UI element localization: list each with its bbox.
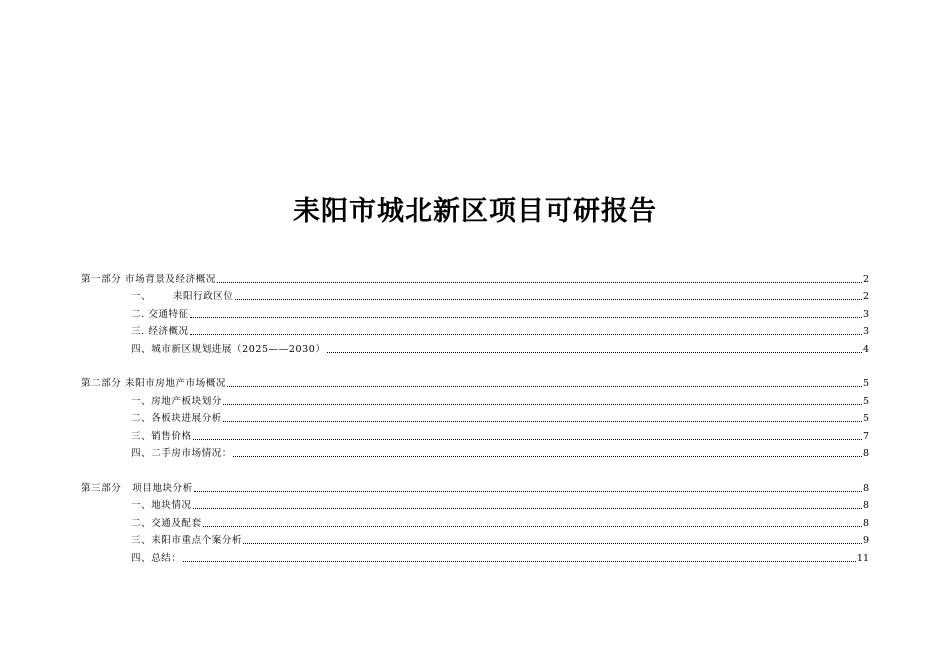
toc-dot-leader xyxy=(193,507,862,509)
table-of-contents xyxy=(81,268,869,565)
toc-dot-leader xyxy=(223,403,862,405)
toc-page-number: 8 xyxy=(862,517,869,529)
toc-page-number: 4 xyxy=(862,343,869,355)
toc-dot-leader xyxy=(243,542,862,544)
toc-heading-label: 第一部分 市场背景及经济概况 xyxy=(81,273,216,285)
toc-entry-row[interactable] xyxy=(81,390,869,408)
toc-dot-leader xyxy=(327,351,862,353)
toc-dot-leader xyxy=(190,333,862,335)
toc-heading-label: 第三部分 项目地块分析 xyxy=(81,482,193,494)
toc-heading-row[interactable] xyxy=(81,268,869,286)
toc-page-number: 2 xyxy=(862,273,869,285)
toc-entry-row[interactable] xyxy=(81,425,869,443)
toc-dot-leader xyxy=(227,385,862,387)
toc-dot-leader xyxy=(183,560,856,562)
toc-entry-row[interactable] xyxy=(81,408,869,426)
toc-entry-row[interactable] xyxy=(81,286,869,304)
toc-entry-row[interactable] xyxy=(81,443,869,461)
toc-page-number: 2 xyxy=(862,291,869,302)
toc-dot-leader xyxy=(194,490,862,492)
toc-entry-label: 四、城市新区规划进展（2025——2030） xyxy=(131,343,326,355)
toc-dot-leader xyxy=(193,438,862,440)
toc-section-3 xyxy=(81,477,869,565)
toc-section-2 xyxy=(81,373,869,461)
toc-entry-row[interactable] xyxy=(81,530,869,548)
toc-page-number: 11 xyxy=(856,552,869,564)
toc-section-1 xyxy=(81,268,869,356)
toc-entry-label: 二、交通及配套 xyxy=(131,517,202,529)
toc-entry-row[interactable] xyxy=(81,512,869,530)
toc-entry-label: 一、地块情况 xyxy=(131,500,192,511)
toc-entry-label: 一、房地产板块划分 xyxy=(131,395,222,407)
toc-dot-leader xyxy=(203,525,862,527)
toc-entry-label: 二、各板块进展分析 xyxy=(131,413,222,424)
document-title: 耒阳市城北新区项目可研报告 xyxy=(293,196,657,227)
toc-page-number: 5 xyxy=(862,413,869,424)
toc-dot-leader xyxy=(217,281,862,283)
toc-page-number: 5 xyxy=(862,395,869,407)
toc-dot-leader xyxy=(190,316,862,318)
toc-page-number: 8 xyxy=(862,448,869,459)
toc-entry-label: 一、 耒阳行政区位 xyxy=(131,291,234,302)
toc-page-number: 3 xyxy=(862,326,869,337)
toc-heading-row[interactable] xyxy=(81,373,869,391)
toc-page-number: 8 xyxy=(862,482,869,494)
toc-dot-leader xyxy=(223,420,862,422)
toc-entry-label: 二. 交通特征 xyxy=(131,308,189,320)
toc-dot-leader xyxy=(233,455,862,457)
toc-page-number: 5 xyxy=(862,378,869,389)
toc-entry-row[interactable] xyxy=(81,303,869,321)
toc-entry-row[interactable] xyxy=(81,338,869,356)
toc-page-number: 9 xyxy=(862,535,869,546)
toc-dot-leader xyxy=(235,298,862,300)
toc-entry-row[interactable] xyxy=(81,547,869,565)
toc-page-number: 8 xyxy=(862,500,869,511)
toc-entry-label: 四、二手房市场情况： xyxy=(131,448,233,459)
toc-entry-label: 三、销售价格 xyxy=(131,430,192,442)
toc-heading-label: 第二部分 耒阳市房地产市场概况 xyxy=(81,378,227,389)
toc-page-number: 7 xyxy=(862,430,869,442)
toc-entry-row[interactable] xyxy=(81,321,869,339)
toc-entry-row[interactable] xyxy=(81,495,869,513)
toc-heading-row[interactable] xyxy=(81,477,869,495)
toc-page-number: 3 xyxy=(862,308,869,320)
toc-entry-label: 三. 经济概况 xyxy=(131,326,189,337)
toc-entry-label: 四、总结： xyxy=(131,552,182,564)
toc-entry-label: 三、耒阳市重点个案分析 xyxy=(131,535,243,546)
